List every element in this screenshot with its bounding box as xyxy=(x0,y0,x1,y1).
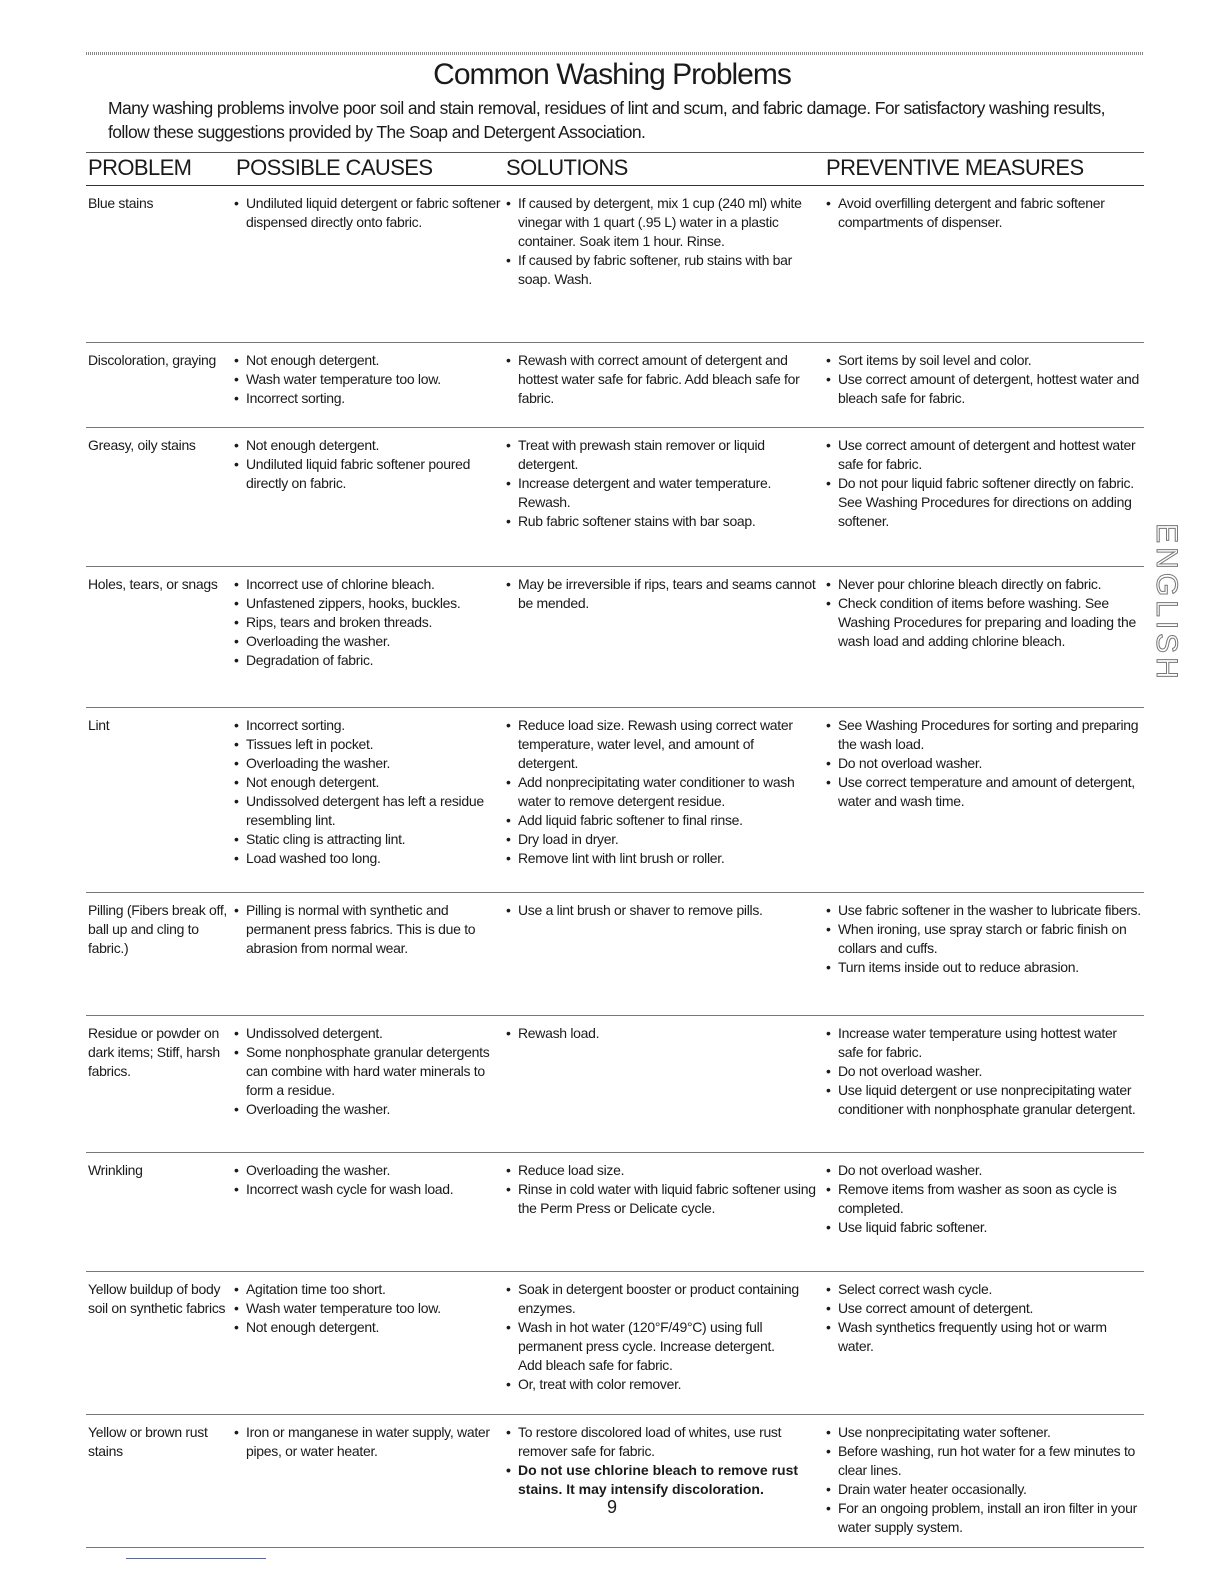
list-item: • Drain water heater occasionally. xyxy=(826,1480,1144,1499)
table-row xyxy=(86,1272,1144,1415)
list-item: • Rips, tears and broken threads. xyxy=(234,613,502,632)
table-row xyxy=(86,708,1144,893)
list-item: • Load washed too long. xyxy=(234,849,502,868)
list-item: • Incorrect use of chlorine bleach. xyxy=(234,575,502,594)
causes-cell xyxy=(234,901,502,958)
list-item: • Degradation of fabric. xyxy=(234,651,502,670)
list-item: • Reduce load size. Rewash using correct water temperature, water level, and amount of detergent. xyxy=(506,716,816,773)
list-item: • Wash synthetics frequently using hot or warm water. xyxy=(826,1318,1144,1356)
list-item: • Treat with prewash stain remover or liquid detergent. xyxy=(506,436,816,474)
list-item: • Wash water temperature too low. xyxy=(234,370,502,389)
list-item: • Increase detergent and water temperature. Rewash. xyxy=(506,474,816,512)
list-item: • Increase water temperature using hottest water safe for fabric. xyxy=(826,1024,1144,1062)
list-item: • Some nonphosphate granular detergents can combine with hard water minerals to form a residue. xyxy=(234,1043,502,1100)
list-item: • Rub fabric softener stains with bar soap. xyxy=(506,512,816,531)
list-item: • Never pour chlorine bleach directly on fabric. xyxy=(826,575,1144,594)
list-item: • Use a lint brush or shaver to remove pills. xyxy=(506,901,816,920)
list-item: • When ironing, use spray starch or fabric finish on collars and cuffs. xyxy=(826,920,1144,958)
problem-cell: Greasy, oily stains xyxy=(88,437,196,453)
list-item: • For an ongoing problem, install an iron filter in your water supply system. xyxy=(826,1499,1144,1537)
list-item: • Do not use chlorine bleach to remove rust stains. It may intensify discoloration. xyxy=(506,1461,816,1499)
header-solutions: SOLUTIONS xyxy=(506,155,628,180)
prevent-cell xyxy=(826,1280,1144,1356)
prevent-cell xyxy=(826,351,1144,408)
list-item: • Add liquid fabric softener to final rinse. xyxy=(506,811,816,830)
causes-cell xyxy=(234,436,502,493)
top-rule xyxy=(86,52,1144,55)
list-item: Add bleach safe for fabric. xyxy=(518,1357,673,1373)
causes-cell xyxy=(234,1423,502,1461)
prevent-cell xyxy=(826,1024,1144,1119)
list-item: • Unfastened zippers, hooks, buckles. xyxy=(234,594,502,613)
causes-cell xyxy=(234,716,502,868)
list-item: • Reduce load size. xyxy=(506,1161,816,1180)
causes-cell xyxy=(234,1280,502,1337)
list-item: • Select correct wash cycle. xyxy=(826,1280,1144,1299)
list-item: • Do not overload washer. xyxy=(826,1062,1144,1081)
list-item: • Undiluted liquid detergent or fabric softener dispensed directly onto fabric. xyxy=(234,194,502,232)
solutions-cell xyxy=(506,575,816,613)
table-row xyxy=(86,186,1144,343)
list-item: • Rinse in cold water with liquid fabric softener using the Perm Press or Delicate cycle. xyxy=(506,1180,816,1218)
table-row xyxy=(86,428,1144,567)
list-item: • Rewash with correct amount of detergent and hottest water safe for fabric. Add bleach safe for fabric. xyxy=(506,351,816,408)
prevent-cell xyxy=(826,716,1144,811)
header-prevent: PREVENTIVE MEASURES xyxy=(826,155,1084,180)
solutions-cell xyxy=(506,436,816,531)
list-item: • Turn items inside out to reduce abrasion. xyxy=(826,958,1144,977)
list-item: • Use correct temperature and amount of detergent, water and wash time. xyxy=(826,773,1144,811)
list-item: • Do not overload washer. xyxy=(826,1161,1144,1180)
problems-table xyxy=(86,152,1144,1548)
list-item: • Not enough detergent. xyxy=(234,351,502,370)
table-row xyxy=(86,567,1144,708)
list-item: • Add nonprecipitating water conditioner to wash water to remove detergent residue. xyxy=(506,773,816,811)
causes-cell xyxy=(234,351,502,408)
list-item: • Wash water temperature too low. xyxy=(234,1299,502,1318)
list-item: • Pilling is normal with synthetic and permanent press fabrics. This is due to abrasion from normal wear. xyxy=(234,901,502,958)
list-item: • Use correct amount of detergent and hottest water safe for fabric. xyxy=(826,436,1144,474)
list-item: • Undiluted liquid fabric softener poured directly on fabric. xyxy=(234,455,502,493)
list-item: • Rewash load. xyxy=(506,1024,816,1043)
causes-cell xyxy=(234,575,502,670)
list-item: • Overloading the washer. xyxy=(234,754,502,773)
solutions-cell xyxy=(506,1280,816,1394)
list-item: • Soak in detergent booster or product containing enzymes. xyxy=(506,1280,816,1318)
problem-cell: Discoloration, graying xyxy=(88,352,217,368)
table-row xyxy=(86,343,1144,428)
causes-cell xyxy=(234,1024,502,1119)
list-item: • Check condition of items before washing. See Washing Procedures for preparing and loading the wash load and adding chlorine bleach. xyxy=(826,594,1144,651)
table-row xyxy=(86,1153,1144,1272)
causes-cell xyxy=(234,1161,502,1199)
list-item: • Use liquid detergent or use nonprecipitating water conditioner with nonphosphate granular detergent. xyxy=(826,1081,1144,1119)
list-item: • Use correct amount of detergent. xyxy=(826,1299,1144,1318)
problem-cell: Holes, tears, or snags xyxy=(88,576,218,592)
causes-cell xyxy=(234,194,502,232)
list-item: • To restore discolored load of whites, use rust remover safe for fabric. xyxy=(506,1423,816,1461)
problem-cell: Lint xyxy=(88,717,110,733)
list-item: • Overloading the washer. xyxy=(234,1100,502,1119)
footer-rule xyxy=(126,1558,266,1559)
prevent-cell xyxy=(826,194,1144,232)
list-item: • Not enough detergent. xyxy=(234,436,502,455)
solutions-cell xyxy=(506,716,816,868)
list-item: • Before washing, run hot water for a few minutes to clear lines. xyxy=(826,1442,1144,1480)
prevent-cell xyxy=(826,575,1144,651)
list-item: • Incorrect sorting. xyxy=(234,389,502,408)
list-item: • Wash in hot water (120°F/49°C) using full permanent press cycle. Increase detergent. xyxy=(506,1318,816,1356)
list-item: • Iron or manganese in water supply, water pipes, or water heater. xyxy=(234,1423,502,1461)
list-item: • Avoid overfilling detergent and fabric softener compartments of dispenser. xyxy=(826,194,1144,232)
prevent-cell xyxy=(826,1423,1144,1537)
list-item: • Sort items by soil level and color. xyxy=(826,351,1144,370)
list-item: • Undissolved detergent. xyxy=(234,1024,502,1043)
table-row xyxy=(86,893,1144,1016)
list-item: • May be irreversible if rips, tears and seams cannot be mended. xyxy=(506,575,816,613)
list-item: • If caused by detergent, mix 1 cup (240 ml) white vinegar with 1 quart (.95 L) water in a plastic container. Soak item 1 hour. Rinse. xyxy=(506,194,816,251)
list-item: • Tissues left in pocket. xyxy=(234,735,502,754)
list-item: • Incorrect wash cycle for wash load. xyxy=(234,1180,502,1199)
list-item: • Do not overload washer. xyxy=(826,754,1144,773)
problem-cell: Blue stains xyxy=(88,195,154,211)
list-item: • Or, treat with color remover. xyxy=(506,1375,816,1394)
list-item: • Remove lint with lint brush or roller. xyxy=(506,849,816,868)
table-row xyxy=(86,1016,1144,1153)
problem-cell: Residue or powder on dark items; Stiff, harsh fabrics. xyxy=(88,1025,220,1079)
list-item: • Static cling is attracting lint. xyxy=(234,830,502,849)
page-number: 9 xyxy=(606,1497,617,1517)
intro-text: Many washing problems involve poor soil and stain removal, residues of lint and scum, and fabric damage. For satisfactory washing results, follow these suggestions provided by The Soap and Detergent Association. xyxy=(108,98,1105,142)
list-item: • Use liquid fabric softener. xyxy=(826,1218,1144,1237)
solutions-cell xyxy=(506,351,816,408)
prevent-cell xyxy=(826,1161,1144,1237)
list-item: • Agitation time too short. xyxy=(234,1280,502,1299)
list-item: • Not enough detergent. xyxy=(234,773,502,792)
list-item: • If caused by fabric softener, rub stains with bar soap. Wash. xyxy=(506,251,816,289)
solutions-cell xyxy=(506,901,816,920)
list-item: • Not enough detergent. xyxy=(234,1318,502,1337)
problem-cell: Wrinkling xyxy=(88,1162,143,1178)
header-problem: PROBLEM xyxy=(88,155,192,180)
language-tab xyxy=(1146,523,1186,683)
list-item: • Use nonprecipitating water softener. xyxy=(826,1423,1144,1442)
solutions-cell xyxy=(506,1423,816,1499)
list-item: • Do not pour liquid fabric softener directly on fabric. See Washing Procedures for directions on adding softener. xyxy=(826,474,1144,531)
list-item: • See Washing Procedures for sorting and preparing the wash load. xyxy=(826,716,1144,754)
list-item: • Use fabric softener in the washer to lubricate fibers. xyxy=(826,901,1144,920)
solutions-cell xyxy=(506,1024,816,1043)
problem-cell: Yellow or brown rust stains xyxy=(88,1424,208,1459)
page-title: Common Washing Problems xyxy=(433,58,791,91)
list-item: • Overloading the washer. xyxy=(234,1161,502,1180)
problem-cell: Yellow buildup of body soil on synthetic fabrics xyxy=(88,1281,226,1316)
list-item: • Remove items from washer as soon as cycle is completed. xyxy=(826,1180,1144,1218)
table-row xyxy=(86,1415,1144,1548)
list-item: • Dry load in dryer. xyxy=(506,830,816,849)
prevent-cell xyxy=(826,901,1144,977)
language-tab-label: ENGLISH xyxy=(1150,523,1183,683)
solutions-cell xyxy=(506,1161,816,1218)
table-header xyxy=(86,152,1144,186)
prevent-cell xyxy=(826,436,1144,531)
list-item: • Undissolved detergent has left a residue resembling lint. xyxy=(234,792,502,830)
solutions-cell xyxy=(506,194,816,289)
list-item: • Overloading the washer. xyxy=(234,632,502,651)
problem-cell: Pilling (Fibers break off, ball up and cling to fabric.) xyxy=(88,902,228,956)
list-item: • Use correct amount of detergent, hottest water and bleach safe for fabric. xyxy=(826,370,1144,408)
table-body xyxy=(86,186,1144,1548)
list-item: • Incorrect sorting. xyxy=(234,716,502,735)
header-causes: POSSIBLE CAUSES xyxy=(236,155,433,180)
